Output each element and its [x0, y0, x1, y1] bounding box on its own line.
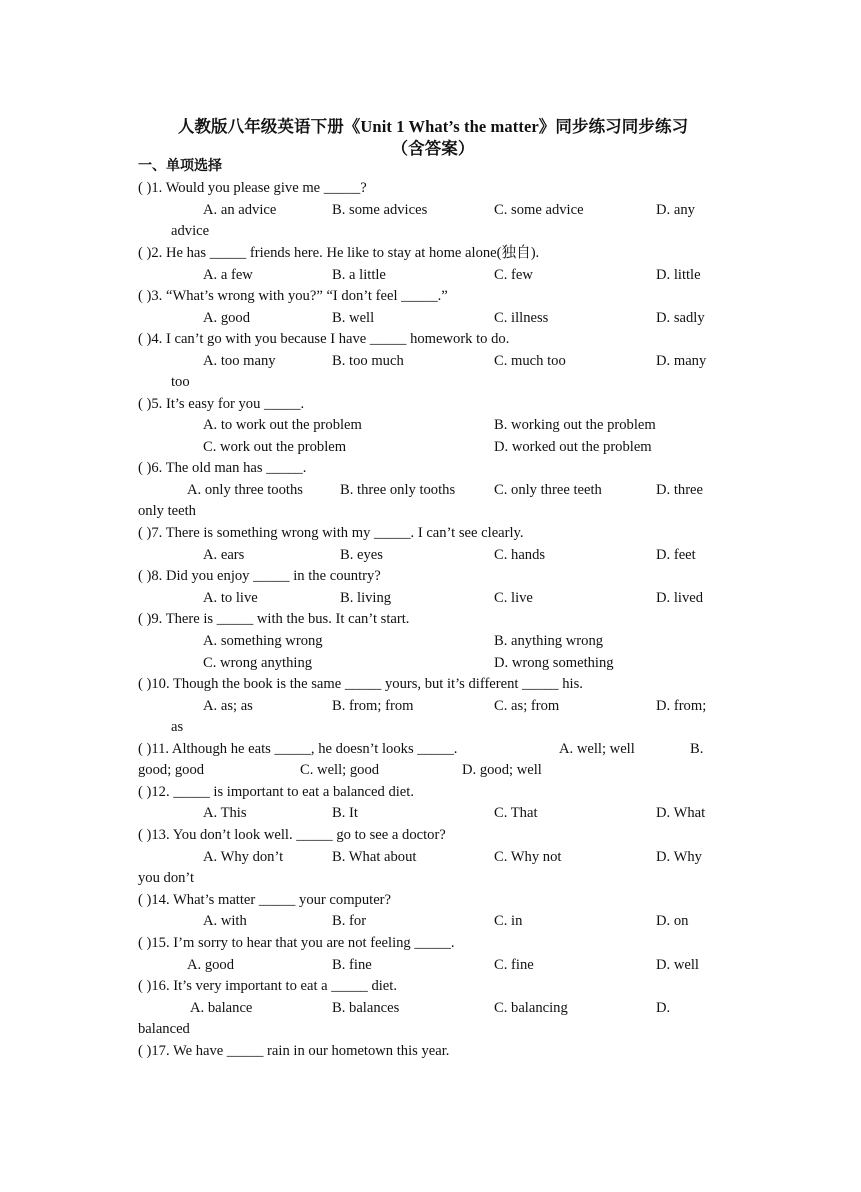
- q7-option-a: A. ears: [203, 547, 245, 563]
- q6-option-a: A. only three tooths: [187, 482, 303, 498]
- q13-option-a: A. Why don’t: [203, 849, 284, 865]
- q3-option-c: C. illness: [494, 310, 549, 326]
- question-7: ( )7. There is something wrong with my _____. I can’t see clearly.: [138, 525, 524, 541]
- q5-option-c: C. work out the problem: [203, 439, 347, 455]
- q15-option-c: C. fine: [494, 957, 534, 973]
- question-3: ( )3. “What’s wrong with you?” “I don’t feel _____.”: [138, 288, 448, 304]
- q14-option-c: C. in: [494, 913, 523, 929]
- q1-option-d-wrap: advice: [171, 223, 210, 239]
- q1-option-b: B. some advices: [332, 202, 428, 218]
- q6-option-b: B. three only tooths: [340, 482, 456, 498]
- question-9: ( )9. There is _____ with the bus. It can’t start.: [138, 611, 410, 627]
- q1-option-a: A. an advice: [203, 202, 277, 218]
- q13-option-d-wrap: you don’t: [138, 870, 195, 886]
- q2-option-d: D. little: [656, 267, 701, 283]
- question-11: ( )11. Although he eats _____, he doesn’t looks _____.: [138, 741, 458, 757]
- q16-option-d: D.: [656, 1000, 671, 1016]
- q12-option-b: B. It: [332, 805, 358, 821]
- q2-option-a: A. a few: [203, 267, 253, 283]
- q16-option-d-wrap: balanced: [138, 1021, 190, 1037]
- q4-option-b: B. too much: [332, 353, 404, 369]
- q16-option-a: A. balance: [190, 1000, 253, 1016]
- q14-option-d: D. on: [656, 913, 689, 929]
- question-2: ( )2. He has _____ friends here. He like to stay at home alone(独自).: [138, 245, 540, 261]
- q11-option-b-text: good; good: [138, 762, 205, 778]
- q16-option-b: B. balances: [332, 1000, 400, 1016]
- question-1: ( )1. Would you please give me _____?: [138, 180, 367, 196]
- q6-option-d: D. three: [656, 482, 704, 498]
- q4-option-c: C. much too: [494, 353, 566, 369]
- question-4: ( )4. I can’t go with you because I have _____ homework to do.: [138, 331, 510, 347]
- q5-option-a: A. to work out the problem: [203, 417, 362, 433]
- question-6: ( )6. The old man has _____.: [138, 460, 307, 476]
- q13-option-c: C. Why not: [494, 849, 562, 865]
- q4-option-a: A. too many: [203, 353, 276, 369]
- q15-option-d: D. well: [656, 957, 699, 973]
- q10-option-d: D. from;: [656, 698, 707, 714]
- question-13: ( )13. You don’t look well. _____ go to see a doctor?: [138, 827, 446, 843]
- question-16: ( )16. It’s very important to eat a _____ diet.: [138, 978, 397, 994]
- question-5: ( )5. It’s easy for you _____.: [138, 396, 305, 412]
- question-8: ( )8. Did you enjoy _____ in the country?: [138, 568, 381, 584]
- q9-option-a: A. something wrong: [203, 633, 323, 649]
- q7-option-b: B. eyes: [340, 547, 383, 563]
- question-10: ( )10. Though the book is the same _____ yours, but it’s different _____ his.: [138, 676, 583, 692]
- document-subtitle: （含答案）: [391, 139, 475, 158]
- document-title: 人教版八年级英语下册《Unit 1 What’s the matter》同步练习同步练习: [177, 117, 689, 136]
- q7-option-d: D. feet: [656, 547, 696, 563]
- q3-option-d: D. sadly: [656, 310, 705, 326]
- q11-option-b-label: B.: [690, 741, 704, 757]
- q6-option-d-wrap: only teeth: [138, 503, 196, 519]
- question-17: ( )17. We have _____ rain in our hometown this year.: [138, 1043, 450, 1059]
- q14-option-b: B. for: [332, 913, 367, 929]
- q12-option-d: D. What: [656, 805, 706, 821]
- q3-option-a: A. good: [203, 310, 251, 326]
- q2-option-c: C. few: [494, 267, 533, 283]
- q13-option-d: D. Why: [656, 849, 702, 865]
- q10-option-d-wrap: as: [171, 719, 184, 735]
- q15-option-b: B. fine: [332, 957, 372, 973]
- q10-option-a: A. as; as: [203, 698, 253, 714]
- q16-option-c: C. balancing: [494, 1000, 568, 1016]
- q11-option-c: C. well; good: [300, 762, 380, 778]
- question-12: ( )12. _____ is important to eat a balanced diet.: [138, 784, 414, 800]
- q9-option-d: D. wrong something: [494, 655, 614, 671]
- q5-option-d: D. worked out the problem: [494, 439, 652, 455]
- q11-option-a: A. well; well: [559, 741, 635, 757]
- q8-option-b: B. living: [340, 590, 392, 606]
- q8-option-d: D. lived: [656, 590, 704, 606]
- q11-option-d: D. good; well: [462, 762, 542, 778]
- q5-option-b: B. working out the problem: [494, 417, 656, 433]
- q13-option-b: B. What about: [332, 849, 417, 865]
- q3-option-b: B. well: [332, 310, 375, 326]
- q14-option-a: A. with: [203, 913, 247, 929]
- q4-option-d: D. many: [656, 353, 707, 369]
- q9-option-b: B. anything wrong: [494, 633, 604, 649]
- section-heading: 一、单项选择: [138, 158, 222, 174]
- q8-option-c: C. live: [494, 590, 533, 606]
- q10-option-b: B. from; from: [332, 698, 414, 714]
- q15-option-a: A. good: [187, 957, 235, 973]
- question-14: ( )14. What’s matter _____ your computer?: [138, 892, 392, 908]
- q2-option-b: B. a little: [332, 267, 386, 283]
- q4-option-d-wrap: too: [171, 374, 190, 390]
- q1-option-d: D. any: [656, 202, 695, 218]
- q10-option-c: C. as; from: [494, 698, 560, 714]
- q7-option-c: C. hands: [494, 547, 546, 563]
- q12-option-a: A. This: [203, 805, 247, 821]
- q6-option-c: C. only three teeth: [494, 482, 602, 498]
- q8-option-a: A. to live: [203, 590, 258, 606]
- q9-option-c: C. wrong anything: [203, 655, 313, 671]
- q12-option-c: C. That: [494, 805, 538, 821]
- question-15: ( )15. I’m sorry to hear that you are not feeling _____.: [138, 935, 455, 951]
- q1-option-c: C. some advice: [494, 202, 584, 218]
